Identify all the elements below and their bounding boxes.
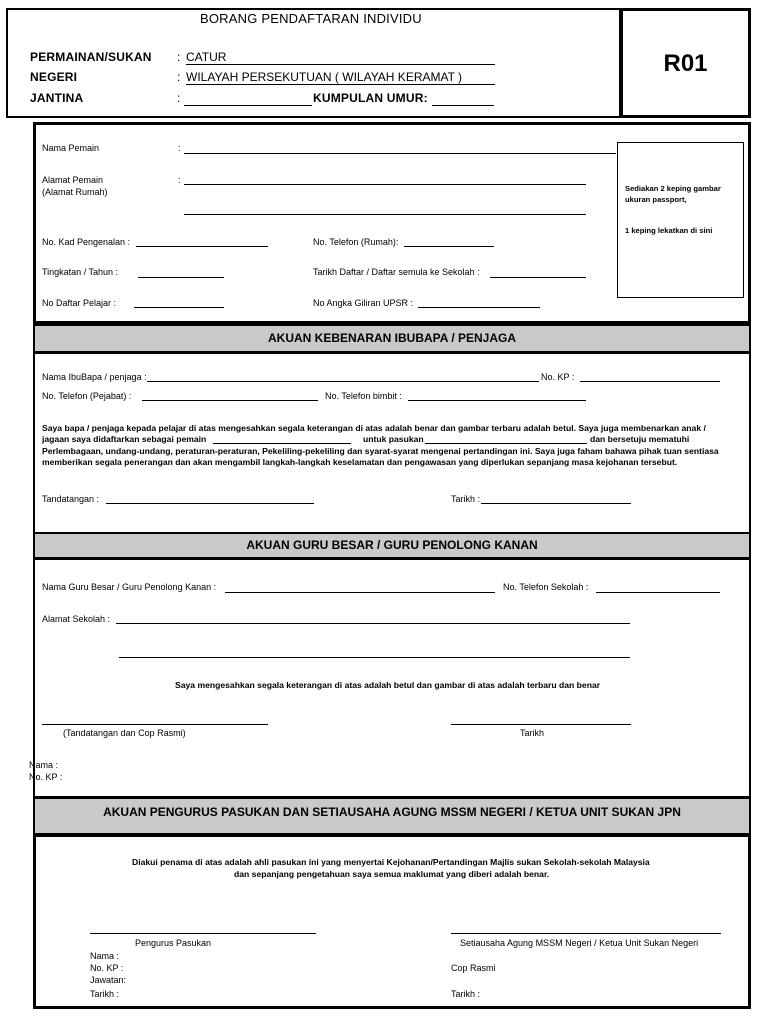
headmaster-title-bar bbox=[33, 532, 751, 559]
parent-statement-2c: dan bersetuju mematuhi bbox=[590, 434, 690, 444]
reg-no-label: No Daftar Pelajar : bbox=[42, 298, 117, 308]
manager-nama-label: Nama : bbox=[90, 951, 120, 961]
parent-date-label: Tarikh : bbox=[451, 494, 481, 504]
school-address-field-1[interactable] bbox=[116, 623, 630, 624]
headmaster-title: AKUAN GURU BESAR / GURU PENOLONG KANAN bbox=[246, 538, 538, 552]
home-phone-label: No. Telefon (Rumah): bbox=[313, 237, 399, 247]
player-as-field[interactable] bbox=[213, 443, 351, 444]
headmaster-section bbox=[33, 558, 751, 798]
state-line bbox=[186, 84, 495, 85]
parent-name-label: Nama IbuBapa / penjaga : bbox=[42, 372, 147, 382]
manager-statement-1: Diakui penama di atas adalah ahli pasukan ini yang menyertai Kejohanan/Pertandingan Majlis sukan Sekolah-sekolah Malaysia bbox=[132, 857, 650, 867]
home-phone-field[interactable] bbox=[404, 246, 494, 247]
mobile-field[interactable] bbox=[408, 400, 586, 401]
player-address-field-1[interactable] bbox=[184, 184, 586, 185]
parent-kp-field[interactable] bbox=[580, 381, 720, 382]
parent-signature-label: Tandatangan : bbox=[42, 494, 100, 504]
headmaster-date-field[interactable] bbox=[451, 724, 631, 725]
headmaster-name-label: Nama Guru Besar / Guru Penolong Kanan : bbox=[42, 582, 217, 592]
headmaster-date-label: Tarikh bbox=[520, 728, 545, 738]
state-value[interactable]: WILAYAH PERSEKUTUAN ( WILAYAH KERAMAT ) bbox=[186, 70, 463, 84]
player-address-sub: (Alamat Rumah) bbox=[42, 187, 108, 197]
form-code: R01 bbox=[663, 50, 708, 77]
state-sep: : bbox=[177, 70, 181, 84]
headmaster-kp-label: No. KP : bbox=[29, 772, 63, 782]
grade-label: Tingkatan / Tahun : bbox=[42, 267, 119, 277]
office-phone-field[interactable] bbox=[142, 400, 318, 401]
secretary-signature-field[interactable] bbox=[451, 933, 721, 934]
grade-field[interactable] bbox=[138, 277, 224, 278]
manager-tarikh-label: Tarikh : bbox=[90, 989, 120, 999]
photo-note-1: Sediakan 2 keping gambar bbox=[625, 184, 721, 193]
office-phone-label: No. Telefon (Pejabat) : bbox=[42, 391, 132, 401]
upsr-field[interactable] bbox=[418, 307, 540, 308]
sport-value[interactable]: CATUR bbox=[186, 50, 227, 64]
state-label: NEGERI bbox=[30, 70, 78, 84]
ic-label: No. Kad Pengenalan : bbox=[42, 237, 131, 247]
headmaster-sign-label: (Tandatangan dan Cop Rasmi) bbox=[63, 728, 186, 738]
player-name-label: Nama Pemain bbox=[42, 143, 100, 153]
player-address-field-2[interactable] bbox=[184, 214, 586, 215]
sport-line bbox=[186, 64, 495, 65]
school-address-label: Alamat Sekolah : bbox=[42, 614, 111, 624]
headmaster-name-field[interactable] bbox=[225, 592, 495, 593]
manager-title-label: Pengurus Pasukan bbox=[135, 938, 212, 948]
sport-label: PERMAINAN/SUKAN bbox=[30, 50, 152, 64]
parent-kp-label: No. KP : bbox=[541, 372, 575, 382]
school-phone-label: No. Telefon Sekolah : bbox=[503, 582, 589, 592]
reg-no-field[interactable] bbox=[134, 307, 224, 308]
reg-date-field[interactable] bbox=[490, 277, 586, 278]
manager-jawatan-label: Jawatan: bbox=[90, 975, 127, 985]
player-name-colon: : bbox=[178, 143, 181, 153]
gender-field[interactable] bbox=[184, 105, 312, 106]
secretary-tarikh-label: Tarikh : bbox=[451, 989, 481, 999]
manager-kp-label: No. KP : bbox=[90, 963, 124, 973]
parent-name-field[interactable] bbox=[147, 381, 539, 382]
parent-statement-3: Perlembagaan, undang-undang, peraturan-peraturan, Pekeliling-pekeliling dan syarat-syarat mengenai pertandingan ini. Saya juga faham bahawa pihak tuan sentiasa bbox=[42, 446, 719, 456]
headmaster-signature-field[interactable] bbox=[42, 724, 268, 725]
sport-sep: : bbox=[177, 50, 181, 64]
photo-box bbox=[617, 142, 744, 298]
parent-statement-2a: jagaan saya didaftarkan sebagai pemain bbox=[42, 434, 207, 444]
photo-note-2: ukuran passport, bbox=[625, 195, 687, 204]
parent-title-bar bbox=[33, 324, 751, 353]
parent-title: AKUAN KEBENARAN IBUBAPA / PENJAGA bbox=[267, 331, 516, 345]
manager-statement-2: dan sepanjang pengetahuan saya semua maklumat yang diberi adalah benar. bbox=[234, 869, 550, 879]
manager-signature-field[interactable] bbox=[90, 933, 316, 934]
parent-date-field[interactable] bbox=[481, 503, 631, 504]
player-address-colon: : bbox=[178, 175, 181, 185]
player-name-field[interactable] bbox=[184, 153, 616, 154]
photo-note-3: 1 keping lekatkan di sini bbox=[625, 226, 713, 235]
school-address-field-2[interactable] bbox=[119, 657, 630, 658]
age-group-field[interactable] bbox=[432, 105, 494, 106]
manager-title-bar bbox=[33, 797, 751, 835]
parent-statement-1: Saya bapa / penjaga kepada pelajar di atas mengesahkan segala keterangan di atas adalah benar dan gambar terbaru adalah betul. Saya juga membenarkan anak / bbox=[42, 423, 706, 433]
gender-sep: : bbox=[177, 91, 181, 105]
age-group-label: KUMPULAN UMUR: bbox=[313, 91, 428, 105]
headmaster-statement: Saya mengesahkan segala keterangan di atas adalah betul dan gambar di atas adalah terbaru dan benar bbox=[175, 680, 601, 690]
secretary-cop-label: Cop Rasmi bbox=[451, 963, 496, 973]
form-title: BORANG PENDAFTARAN INDIVIDU bbox=[200, 11, 422, 26]
secretary-title-label: Setiausaha Agung MSSM Negeri / Ketua Unit Sukan Negeri bbox=[460, 938, 699, 948]
ic-field[interactable] bbox=[136, 246, 268, 247]
parent-signature-field[interactable] bbox=[106, 503, 314, 504]
mobile-label: No. Telefon bimbit : bbox=[325, 391, 402, 401]
gender-label: JANTINA bbox=[30, 91, 84, 105]
parent-statement-2b: untuk pasukan bbox=[363, 434, 424, 444]
team-field[interactable] bbox=[425, 443, 587, 444]
upsr-label: No Angka Giliran UPSR : bbox=[313, 298, 414, 308]
school-phone-field[interactable] bbox=[596, 592, 720, 593]
reg-date-label: Tarikh Daftar / Daftar semula ke Sekolah : bbox=[313, 267, 480, 277]
parent-statement-4: memberikan segala penerangan dan akan mengambil langkah-langkah keselamatan dan pengawasan yang diperlukan sepanjang masa kejohanan tersebut. bbox=[42, 457, 678, 467]
player-address-label: Alamat Pemain bbox=[42, 175, 104, 185]
manager-title: AKUAN PENGURUS PASUKAN DAN SETIAUSAHA AGUNG MSSM NEGERI / KETUA UNIT SUKAN JPN bbox=[103, 805, 681, 819]
headmaster-nama-label: Nama : bbox=[29, 760, 59, 770]
